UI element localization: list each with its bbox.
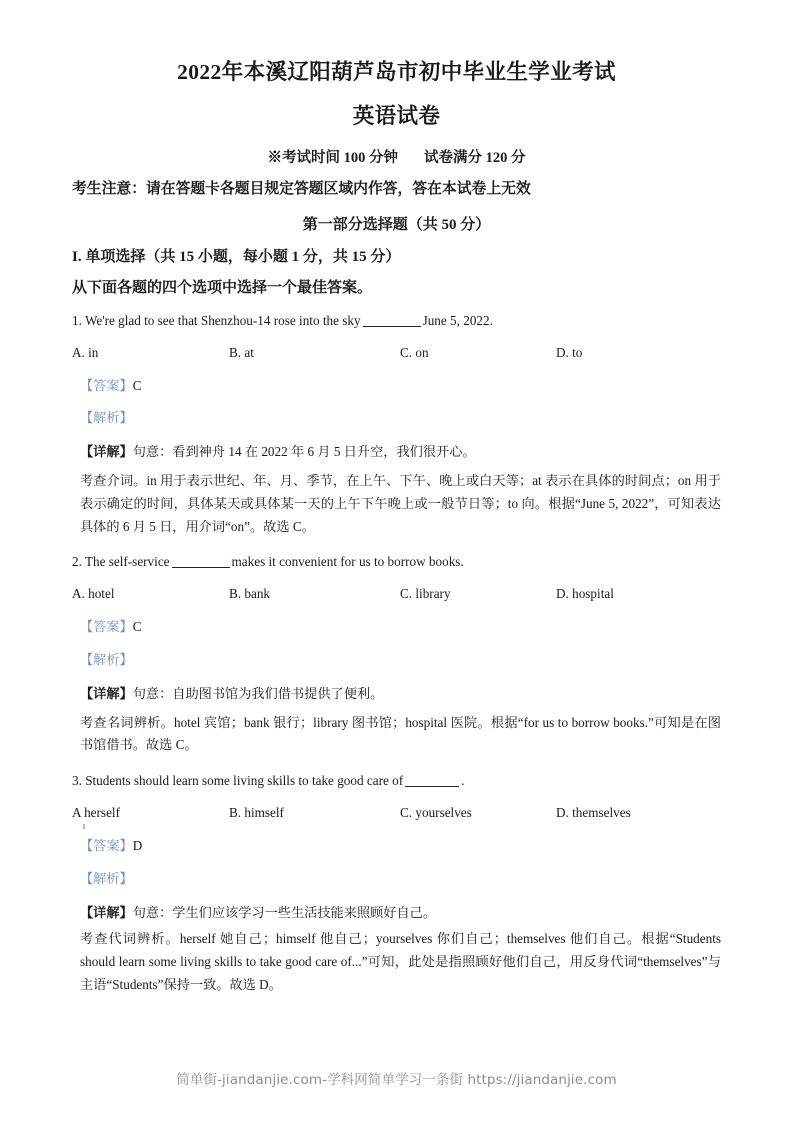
- option-b[interactable]: B. bank: [229, 586, 271, 602]
- exam-total-score: 试卷满分 120 分: [424, 149, 526, 166]
- answer-value: C: [132, 377, 142, 393]
- question-text-before-blank: We're glad to see that Shenzhou-14 rose into the sky: [84, 312, 361, 328]
- analysis-line: [72, 393, 721, 426]
- question-stem: [72, 757, 721, 789]
- options-row: [72, 570, 721, 602]
- detail-tag: 【详解】: [80, 685, 133, 701]
- option-c[interactable]: C. library: [400, 586, 451, 602]
- question-text-after-blank: June 5, 2022.: [422, 312, 493, 328]
- answer-line: [72, 361, 721, 394]
- analysis-line: [72, 635, 721, 668]
- option-a[interactable]: A herself: [72, 804, 120, 820]
- option-c[interactable]: C. yourselves: [400, 804, 472, 820]
- analysis-tag: 【解析】: [80, 870, 133, 886]
- exam-meta-line: [72, 130, 721, 167]
- option-a[interactable]: A. in: [72, 344, 99, 360]
- detail-tag: 【详解】: [80, 444, 133, 460]
- footer-watermark: 简单街-jiandanjie.com-学科网简单学习一条街 https://jiandanjie.com: [176, 1072, 617, 1088]
- question-stem: [72, 538, 721, 570]
- explanation-paragraph: 考查代词辨析。herself 她自己；himself 他自己；yourselves 你们自己；themselves 他们自己。根据“Students should learn some living skills to take good care of...”可知，此处是指照顾好他们自己，用反身代词“themselves”与主语“Students”保持一致。故选 D。: [80, 931, 721, 992]
- options-row: [72, 789, 721, 821]
- question-block: [72, 297, 721, 538]
- question-text-before-blank: The self-service: [84, 554, 170, 570]
- answer-tag: 【答案】: [80, 837, 133, 853]
- detail-text: 句意：自助图书馆为我们借书提供了便利。: [132, 685, 384, 701]
- answer-tag: 【答案】: [80, 377, 133, 393]
- explanation-paragraph: 考查介词。in 用于表示世纪、年、月、季节，在上午、下午、晚上或白天等；at 表示在具体的时间点；on 用于表示确定的时间，具体某天或具体某一天的上午下午晚上或一般节日等；to 向。根据“June 5, 2022”，可知表达具体的 6 月 5 日，用介词“on”。故选 C。: [80, 473, 721, 534]
- analysis-tag: 【解析】: [80, 651, 133, 667]
- page-title: 2022年本溪辽阳葫芦岛市初中毕业生学业考试: [177, 60, 616, 84]
- question-text-after-blank: makes it convenient for us to borrow books.: [231, 554, 464, 570]
- detail-text: 句意：看到神舟 14 在 2022 年 6 月 5 日升空，我们很开心。: [132, 444, 476, 460]
- exam-duration: ※考试时间 100 分钟: [267, 149, 398, 166]
- detail-tag: 【详解】: [80, 904, 133, 920]
- question-stem: [72, 297, 721, 329]
- question-number: 1.: [72, 312, 82, 328]
- option-d[interactable]: D. to: [556, 344, 583, 360]
- answer-line: [72, 602, 721, 635]
- answer-line: [72, 821, 721, 854]
- analysis-tag: 【解析】: [80, 410, 133, 426]
- scan-artifact-speck: [83, 824, 85, 829]
- detail-line: [72, 668, 721, 702]
- section-instruction: 从下面各题的四个选项中选择一个最佳答案。: [72, 279, 373, 296]
- detail-line: [72, 887, 721, 921]
- question-text-after-blank: .: [461, 773, 465, 788]
- explanation-paragraph: 考查名词辨析。hotel 宾馆；bank 银行；library 图书馆；hospital 医院。根据“for us to borrow books.”可知是在图书馆借书。故选 C。: [80, 714, 721, 753]
- section-heading: I. 单项选择（共 15 小题，每小题 1 分，共 15 分）: [72, 248, 401, 265]
- candidate-notice: 考生注意：请在答题卡各题目规定答题区域内作答，答在本试卷上无效: [72, 180, 531, 197]
- option-b[interactable]: B. himself: [229, 804, 284, 820]
- question-text-before-blank: Students should learn some living skills to take good care of: [85, 773, 404, 788]
- question-number: 3.: [72, 773, 82, 788]
- option-b[interactable]: B. at: [229, 344, 254, 360]
- answer-value: C: [132, 619, 142, 635]
- answer-blank: [363, 326, 421, 327]
- question-block: [72, 538, 721, 757]
- answer-blank: [405, 786, 459, 787]
- answer-value: D: [132, 837, 143, 853]
- question-block: [72, 757, 721, 996]
- detail-line: [72, 426, 721, 460]
- option-a[interactable]: A. hotel: [72, 586, 115, 602]
- detail-text: 句意：学生们应该学习一些生活技能来照顾好自己。: [132, 904, 437, 920]
- option-c[interactable]: C. on: [400, 344, 429, 360]
- answer-tag: 【答案】: [80, 619, 133, 635]
- part-title: 第一部分选择题（共 50 分）: [302, 216, 491, 233]
- option-d[interactable]: D. hospital: [556, 586, 614, 602]
- analysis-line: [72, 854, 721, 887]
- options-row: [72, 329, 721, 361]
- answer-blank: [172, 567, 230, 568]
- page-subtitle: 英语试卷: [352, 103, 441, 128]
- option-d[interactable]: D. themselves: [556, 804, 631, 820]
- question-number: 2.: [72, 554, 82, 570]
